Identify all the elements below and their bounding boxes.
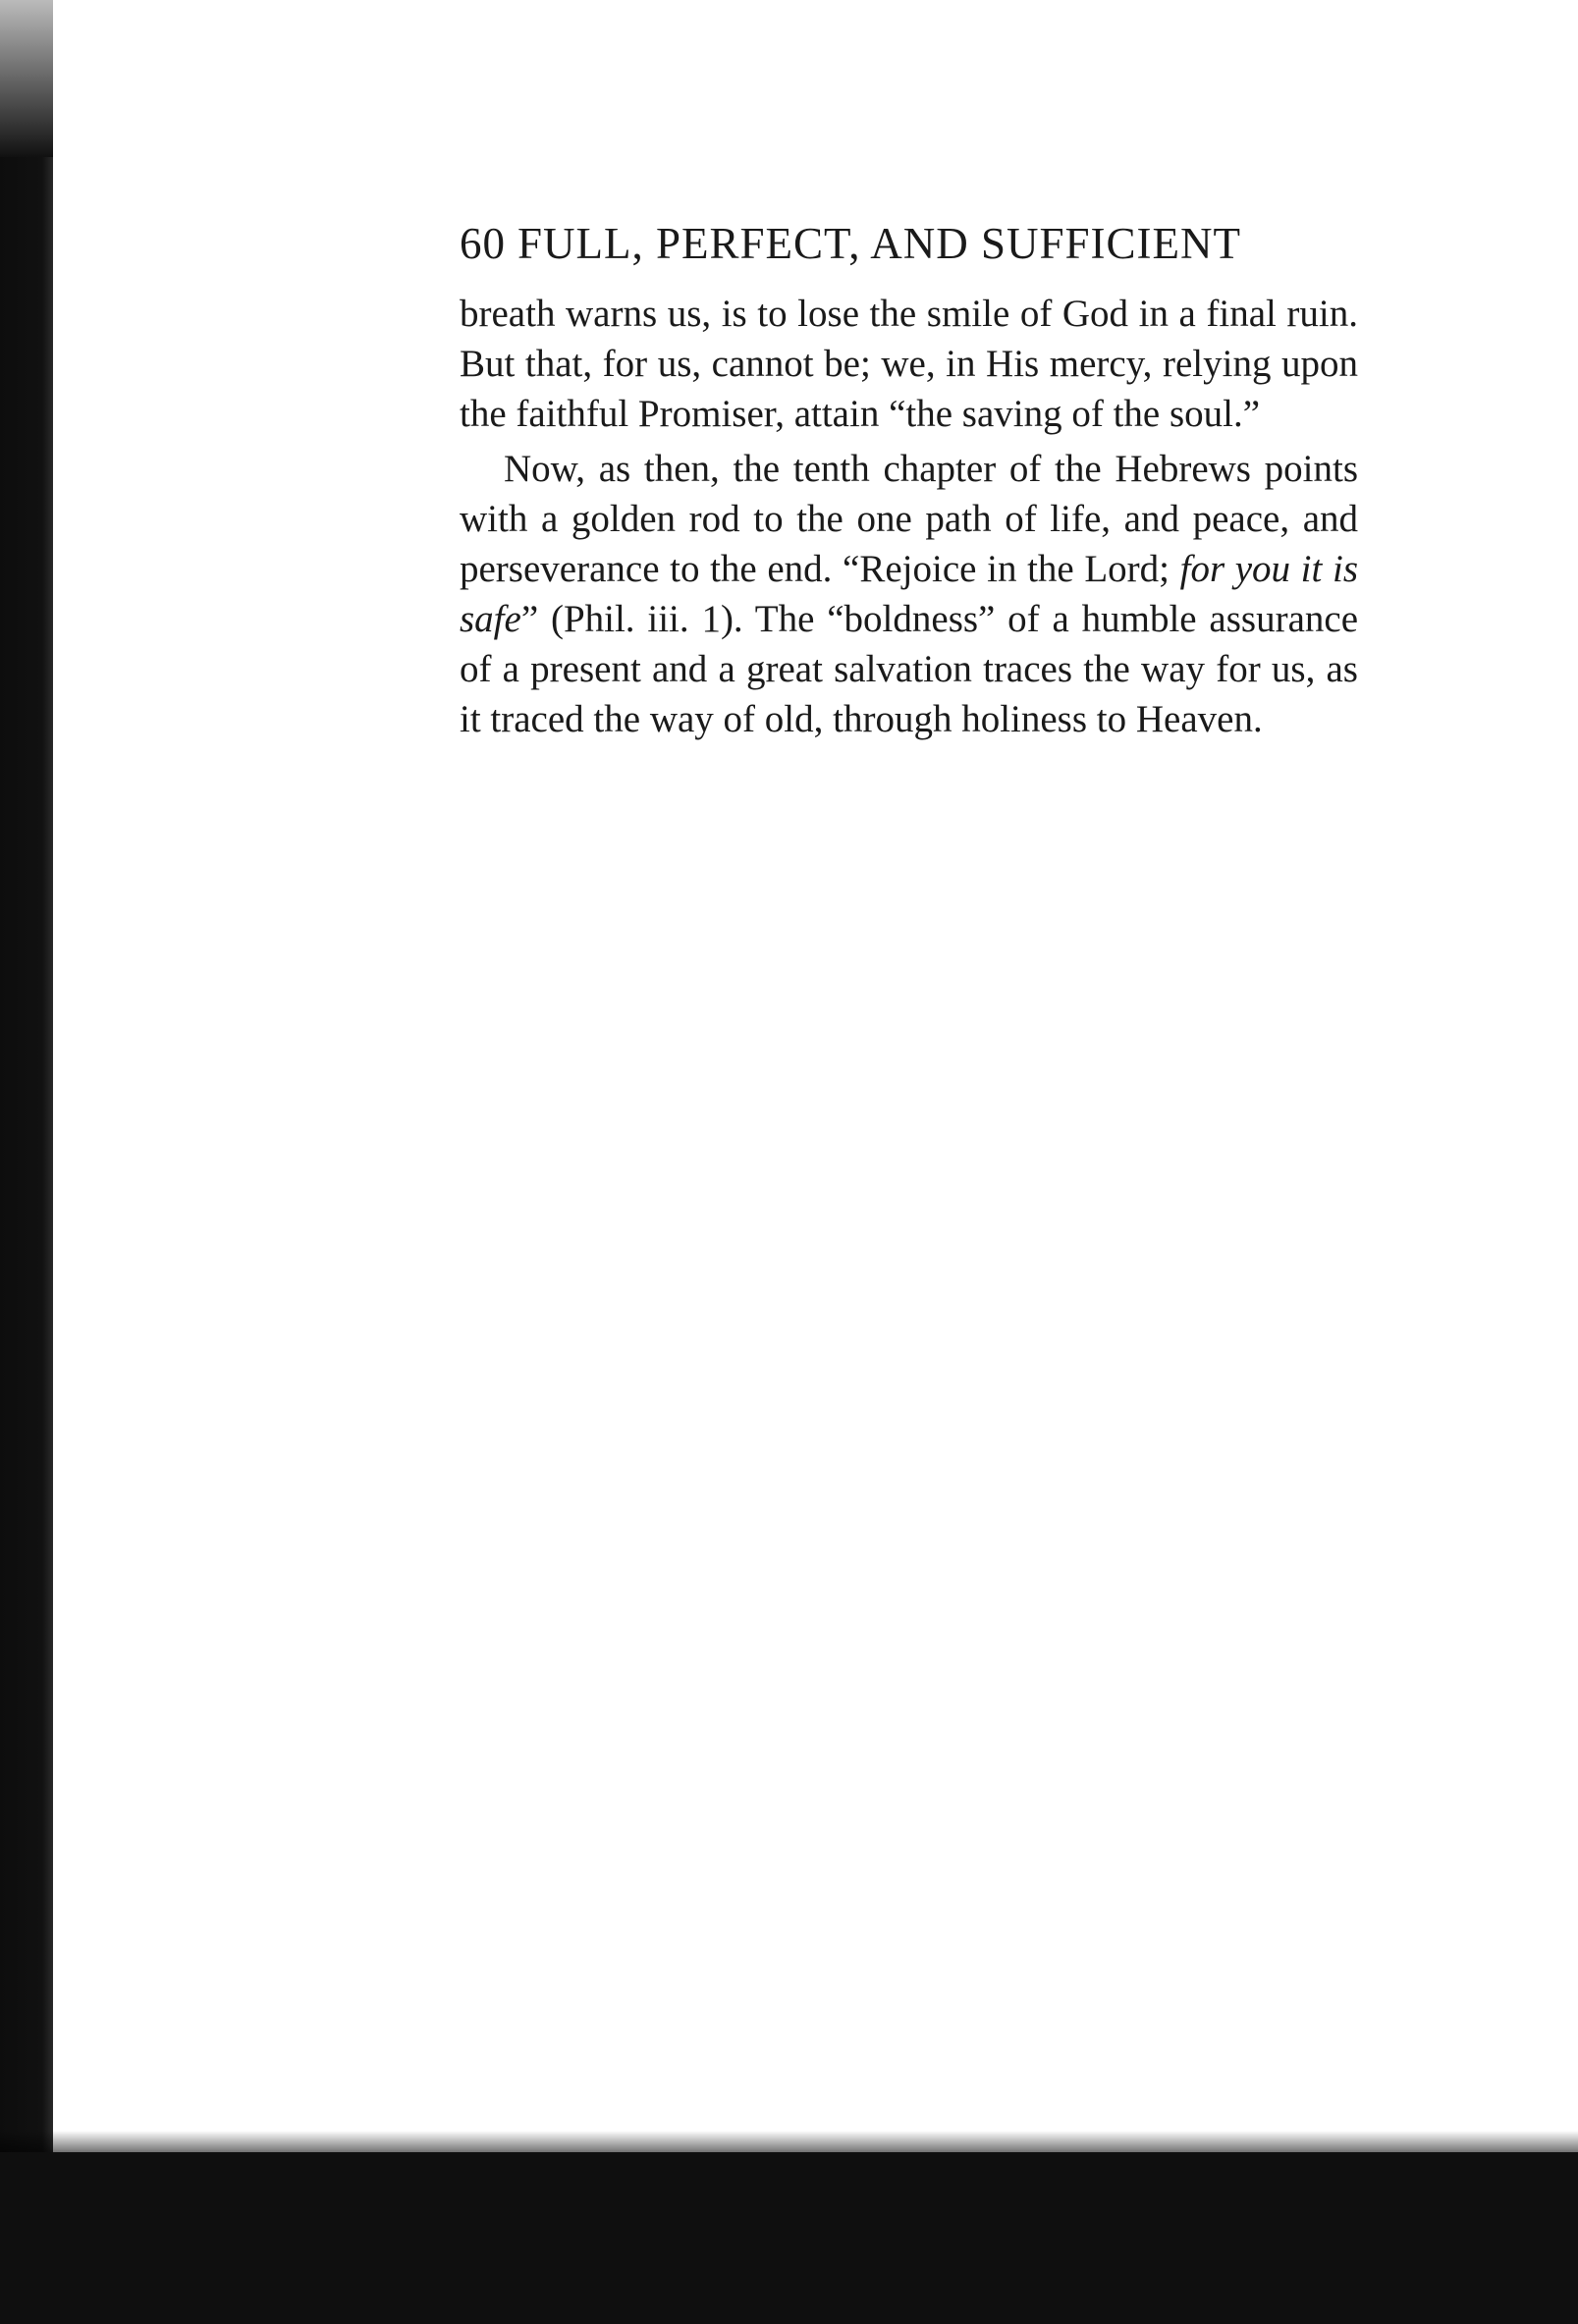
scan-bottom-edge [0,2152,1578,2324]
paragraph-2-italic-quote: for you it is safe [460,548,1358,640]
page-content [460,214,1358,744]
running-head [460,214,1358,273]
paragraph-2 [460,444,1358,744]
running-head-title: FULL, PERFECT, AND SUFFICIENT [517,219,1242,268]
scan-binding-edge [0,0,53,2324]
paragraph-2-text-after-italic: ” (Phil. iii. 1). The “boldness” of a humble assurance of a present and a great salvation traces the way for us, as it traced the way of old, through holiness to Heaven. [460,598,1358,740]
paragraph-2-text-before-italic: Now, as then, the tenth chapter of the Hebrews points with a golden rod to the one path of life, and peace, and perseverance to the end. “Rejoice in the Lord; [460,448,1358,590]
paragraph-1: breath warns us, is to lose the smile of God in a final ruin. But that, for us, cannot be; we, in His mercy, relying upon the faithful Promiser, attain “the saving of the soul.” [460,293,1358,435]
page-number: 60 [460,219,506,268]
